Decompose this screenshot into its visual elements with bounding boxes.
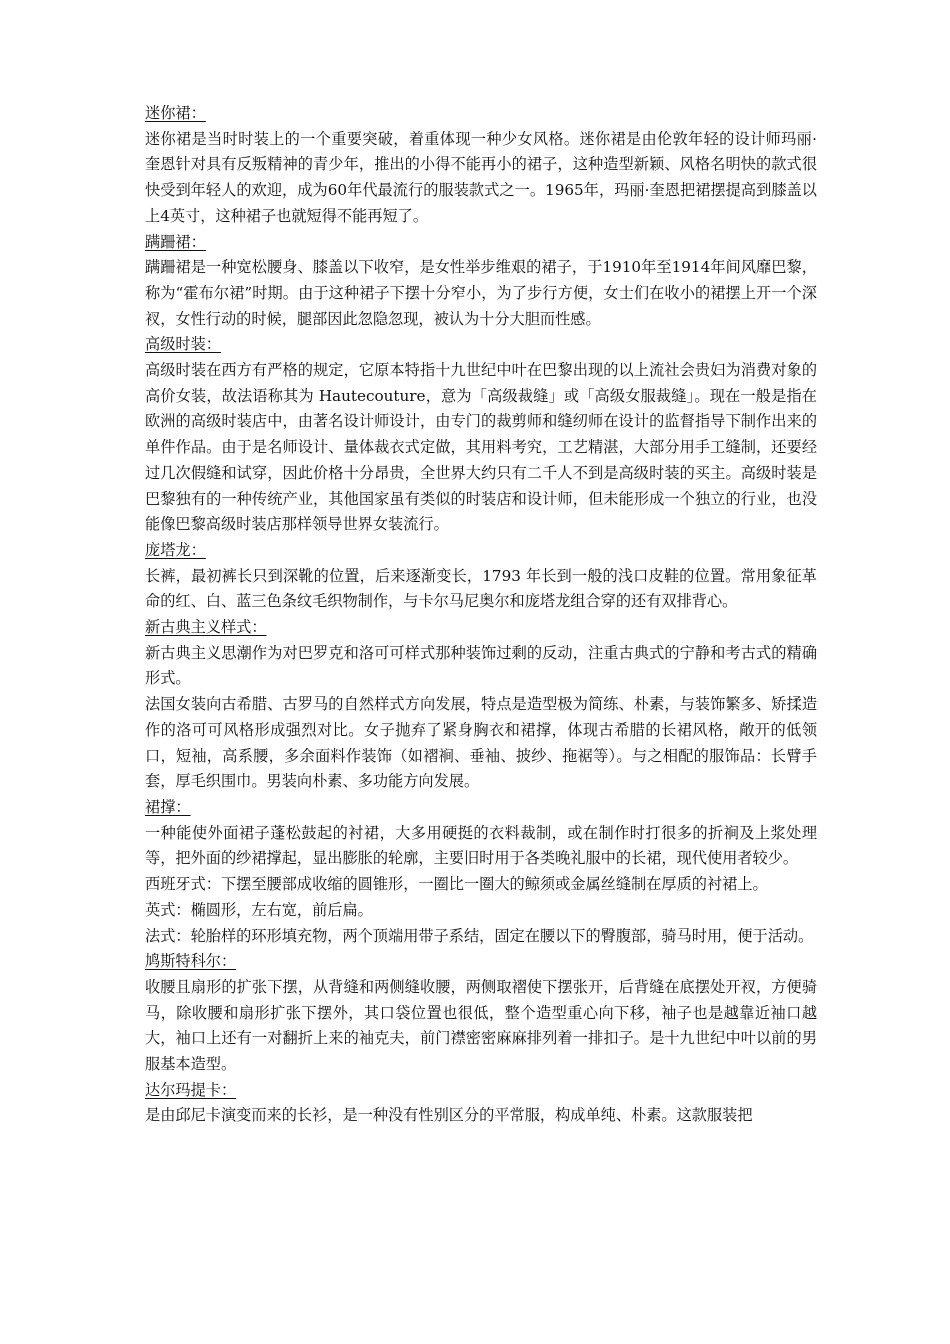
section-title: 鸠斯特科尔： (145, 952, 237, 971)
section-neoclassical-style (145, 615, 817, 795)
paragraph: 新古典主义思潮作为对巴罗克和洛可可样式那种装饰过剩的反动，注重古典式的宁静和考古式的精确形式。 (145, 643, 817, 688)
section-petticoat (145, 795, 817, 949)
section-title: 蹒跚裙： (145, 232, 206, 251)
section-hobble-skirt (145, 230, 817, 333)
paragraph: 蹒跚裙是一种宽松腰身、膝盖以下收窄，是女性举步维艰的裙子，于1910年至1914年间风靡巴黎，称为“霍布尔裙”时期。由于这种裙子下摆十分窄小，为了步行方便，女士们在收小的裙摆上开一个深衩，女性行动的时候，腿部因此忽隐忽现，被认为十分大胆而性感。 (145, 258, 817, 328)
section-title: 庞塔龙： (145, 540, 206, 559)
paragraph: 收腰且扇形的扩张下摆，从背缝和两侧缝收腰，两侧取褶使下摆张开，后背缝在底摆处开衩，方便骑马，除收腰和扇形扩张下摆外，其口袋位置也很低，整个造型重心向下移，袖子也是越靠近袖口越大，袖口上还有一对翻折上来的袖克夫，前门襟密密麻麻排列着一排扣子。是十九世纪中叶以前的男服基本造型。 (145, 977, 817, 1074)
section-title: 达尔玛提卡： (145, 1080, 237, 1099)
section-pantalon (145, 538, 817, 615)
section-title: 高级时装： (145, 335, 221, 354)
section-haute-couture (145, 332, 817, 538)
section-dalmatica (145, 1078, 817, 1129)
paragraph: 法式：轮胎样的环形填充物，两个顶端用带子系结，固定在腰以下的臀腹部，骑马时用，便于活动。 (145, 926, 814, 945)
section-title: 裙撑： (145, 797, 191, 816)
section-title: 迷你裙： (145, 104, 206, 122)
paragraph: 英式：椭圆形，左右宽，前后扁。 (145, 900, 373, 919)
paragraph: 一种能使外面裙子蓬松鼓起的衬裙，大多用硬挺的衣料裁制，或在制作时打很多的折裥及上浆处理等，把外面的纱裙撑起，显出膨胀的轮廓，主要旧时用于各类晚礼服中的长裙，现代使用者较少。 (145, 823, 817, 868)
paragraph: 迷你裙是当时时装上的一个重要突破，着重体现一种少女风格。迷你裙是由伦敦年轻的设计师玛丽·奎恩针对具有反叛精神的青少年，推出的小得不能再小的裙子，这种造型新颖、风格名明快的款式很快受到年轻人的欢迎，成为60年代最流行的服装款式之一。1965年，玛丽·奎恩把裙摆提高到膝盖以上4英寸，这种裙子也就短得不能再短了。 (145, 129, 817, 225)
paragraph: 西班牙式：下摆至腰部成收缩的圆锥形，一圈比一圈大的鲸须或金属丝缝制在厚质的衬裙上。 (145, 875, 768, 894)
document-page (145, 101, 817, 1129)
section-title: 新古典主义样式： (145, 618, 267, 637)
section-mini-skirt (145, 101, 817, 230)
paragraph: 是由邱尼卡演变而来的长衫，是一种没有性别区分的平常服，构成单纯、朴素。这款服装把 (145, 1106, 753, 1125)
paragraph: 长裤，最初裤长只到深靴的位置，后来逐渐变长，1793 年长到一般的浅口皮鞋的位置。常用象征革命的红、白、蓝三色条纹毛织物制作，与卡尔马尼奥尔和庞塔龙组合穿的还有双排背心。 (145, 566, 817, 611)
section-justaucorps (145, 949, 817, 1078)
paragraph: 高级时装在西方有严格的规定，它原本特指十九世纪中叶在巴黎出现的以上流社会贵妇为消费对象的高价女装，故法语称其为 Hautecouture，意为「高级裁缝」或「高级女服裁缝」。现在一般是指在欧洲的高级时装店中，由著名设计师设计，由专门的裁剪师和缝纫师在设计的监督指导下制作出来的单件作品。由于是名师设计、量体裁衣式定做，其用料考究，工艺精湛，大部分用手工缝制，还要经过几次假缝和试穿，因此价格十分昂贵，全世界大约只有二千人不到是高级时装的买主。高级时装是巴黎独有的一种传统产业，其他国家虽有类似的时装店和设计师，但未能形成一个独立的行业，也没能像巴黎高级时装店那样领导世界女装流行。 (145, 361, 817, 534)
paragraph: 法国女装向古希腊、古罗马的自然样式方向发展，特点是造型极为简练、朴素，与装饰繁多、矫揉造作的洛可可风格形成强烈对比。女子抛弃了紧身胸衣和裙撑，体现古希腊的长裙风格，敞开的低领口，短袖，高系腰，多余面料作装饰（如褶裥、垂袖、披纱、拖裾等）。与之相配的服饰品：长臂手套，厚毛织围巾。男装向朴素、多功能方向发展。 (145, 695, 817, 791)
